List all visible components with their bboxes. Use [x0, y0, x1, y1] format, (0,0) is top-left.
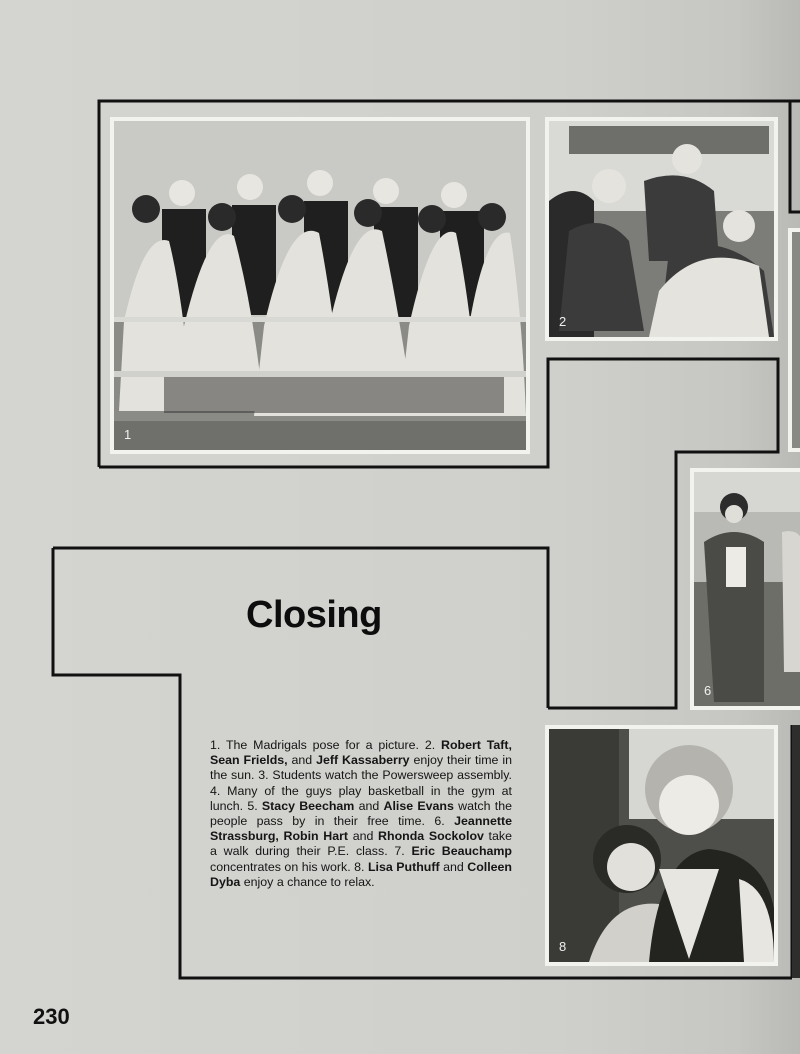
caption-text: and	[348, 829, 379, 844]
caption-name: Alise Evans	[383, 798, 454, 813]
caption-text: enjoy a chance to relax.	[240, 874, 375, 889]
caption-name: Colleen Dyba	[210, 859, 513, 889]
students-in-sun-image	[549, 121, 774, 337]
students-walking-image	[694, 472, 800, 706]
photo-madrigals	[110, 117, 530, 454]
photo-students-in-sun	[545, 117, 778, 341]
caption-text: and	[354, 798, 384, 813]
photo-number: 8	[559, 939, 567, 954]
caption-name: Stacy Beecham	[261, 798, 355, 813]
caption-name: Eric Beauchamp	[411, 844, 512, 859]
photo-edge-sliver	[788, 228, 800, 452]
caption-name: Jeff Kassaberry	[316, 753, 410, 768]
madrigals-image	[114, 121, 526, 450]
page-number: 230	[33, 1004, 70, 1029]
caption-name: Jeannette Strassburg, Robin Hart	[210, 814, 512, 844]
caption-name: Rhonda Sockolov	[378, 829, 484, 844]
caption-text: 1. The Madrigals pose for a picture. 2.	[210, 738, 441, 752]
photo-number: 1	[124, 427, 132, 442]
photo-number: 2	[559, 314, 567, 329]
caption-text: and	[439, 859, 468, 874]
photo-students-walking	[690, 468, 800, 710]
photo-two-girls-relaxing	[545, 725, 778, 966]
caption-text: enjoy their time in the sun. 3. Students watch the Powersweep assembly. 4. Many of the guys play basketball in the gym at lunch. 5.	[210, 753, 512, 813]
two-girls-relaxing-image	[549, 729, 774, 962]
photo-captions	[210, 738, 512, 890]
caption-text: and	[287, 753, 317, 768]
photo-edge-sliver-lower	[792, 725, 800, 978]
caption-name: Robert Taft, Sean Frields,	[210, 738, 512, 768]
caption-name: Lisa Puthuff	[367, 859, 440, 874]
caption-text: concentrates on his work. 8.	[210, 859, 368, 874]
caption-text: take a walk during their P.E. class. 7.	[210, 829, 512, 859]
caption-text: watch the people pass by in their free time. 6.	[210, 798, 512, 829]
photo-number: 6	[704, 683, 712, 698]
page-title: Closing	[246, 594, 382, 636]
